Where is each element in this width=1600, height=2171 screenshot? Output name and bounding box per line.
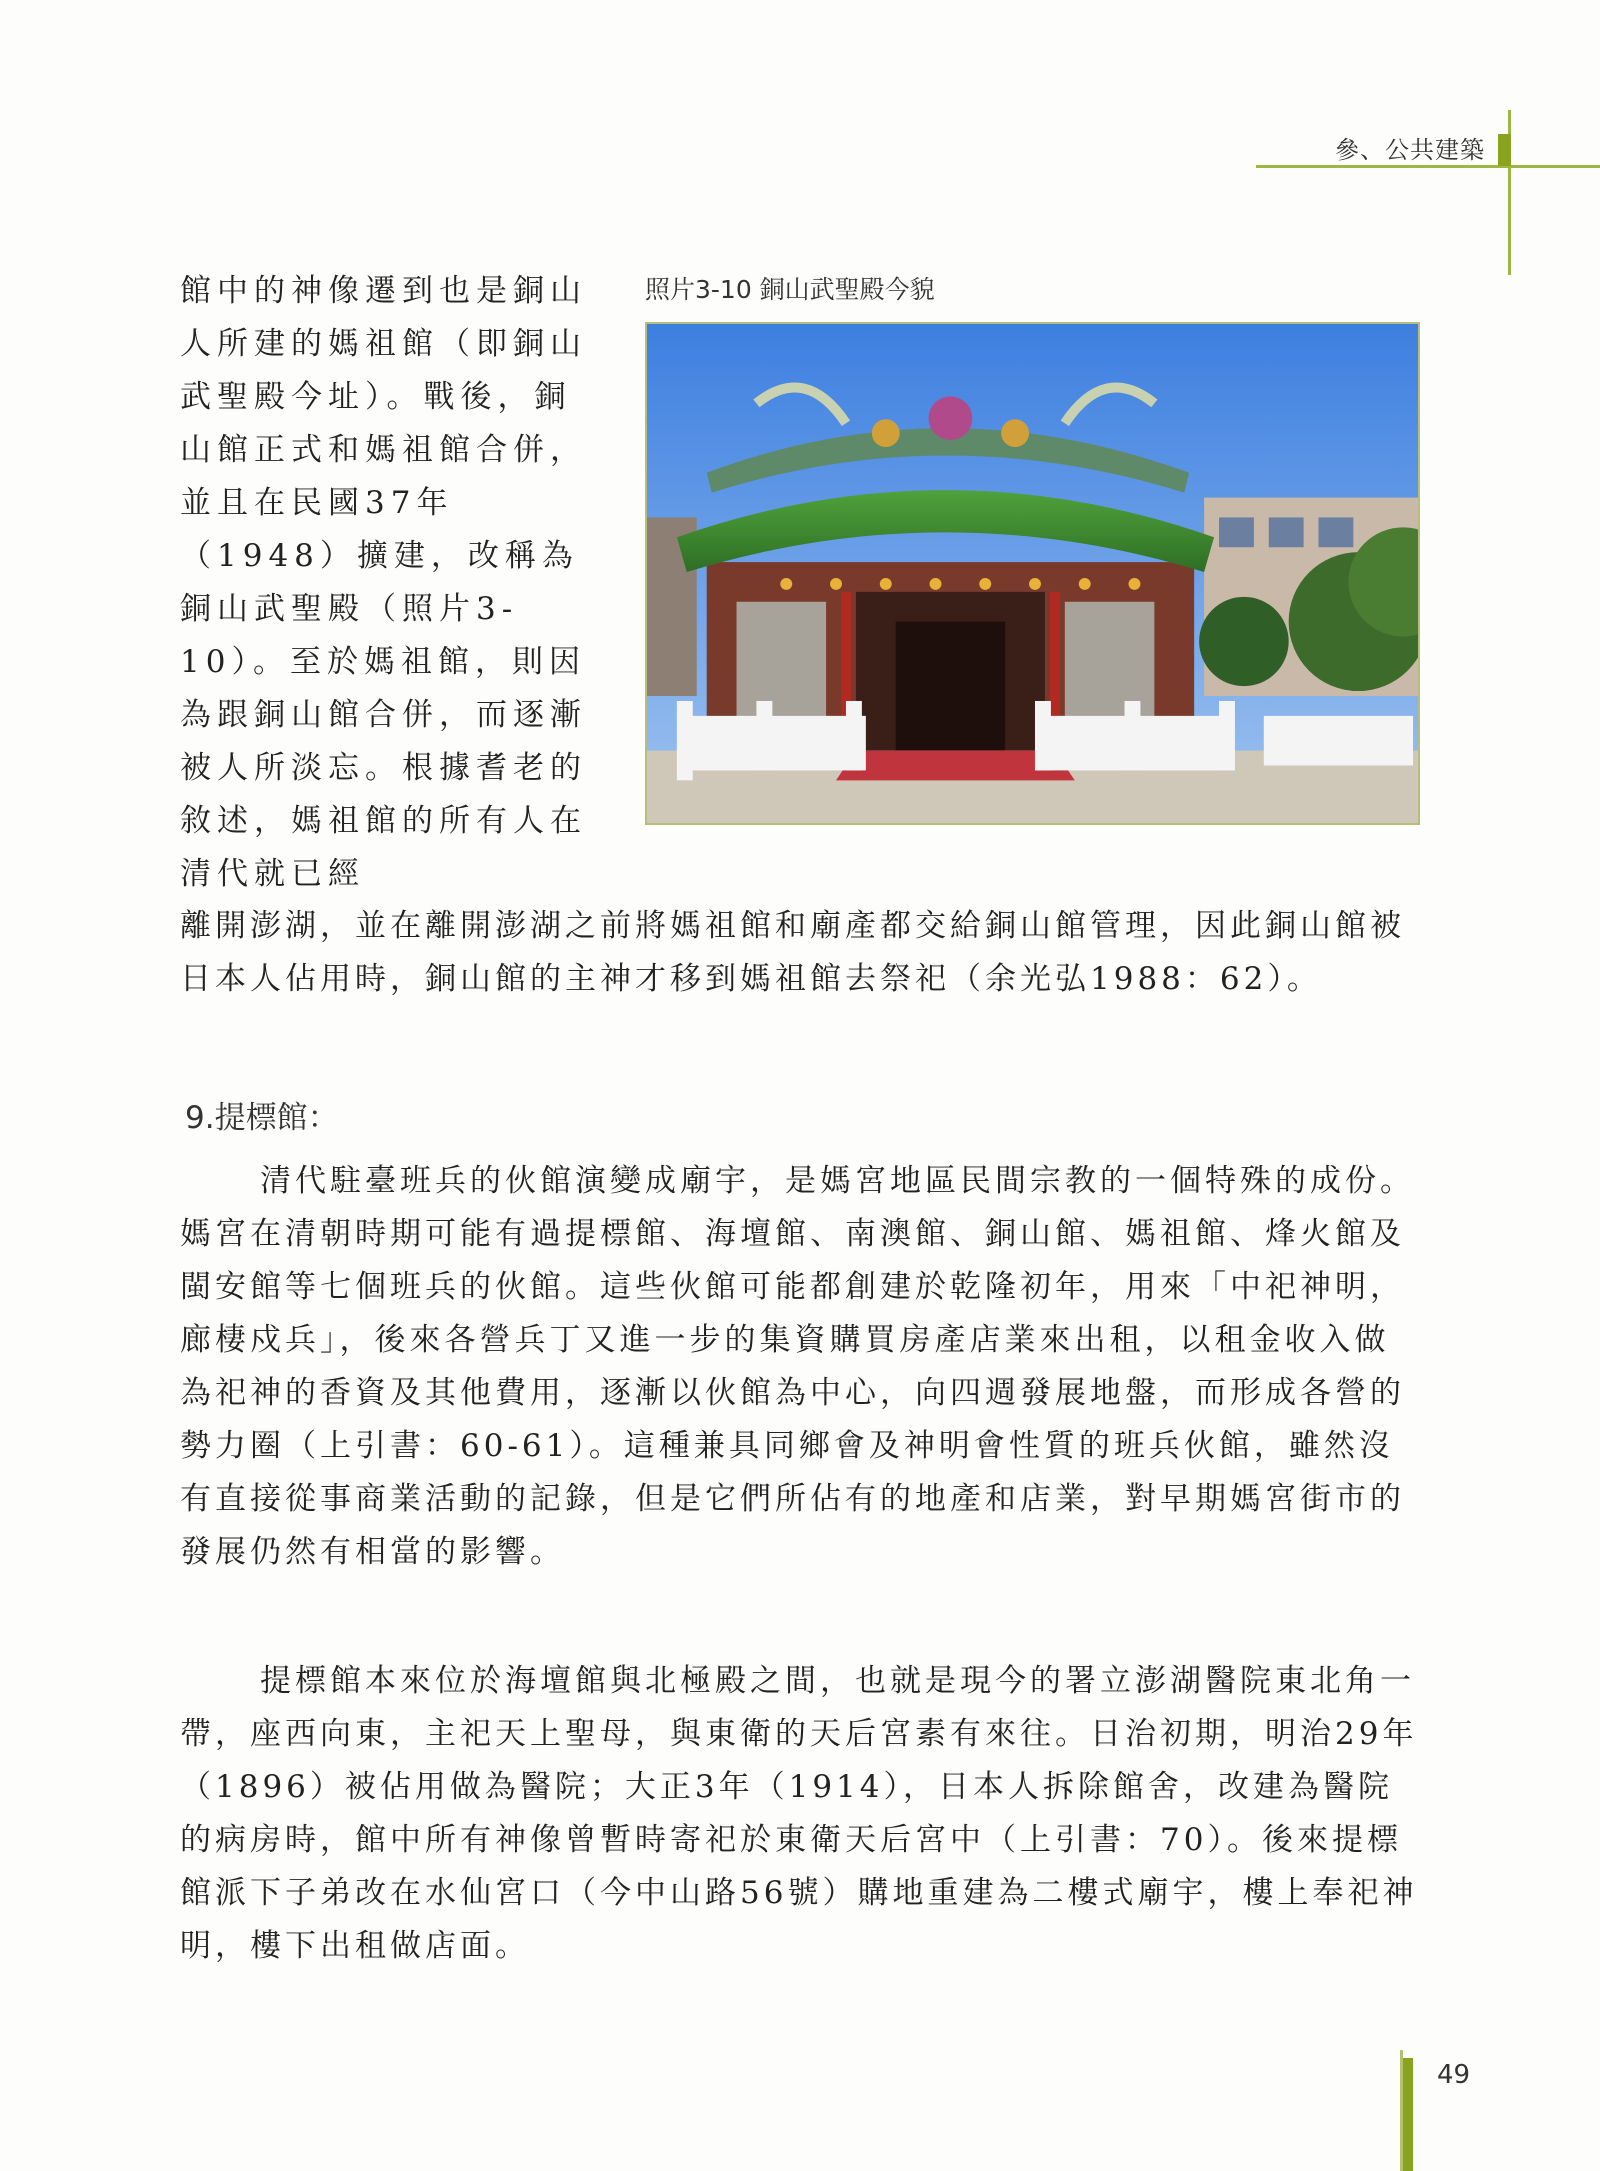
wrapped-text: 館中的神像遷到也是銅山人所建的媽祖館（即銅山武聖殿今址）。戰後，銅山館正式和媽祖館合併，並且在民國37年（1948）擴建，改稱為銅山武聖殿（照片3-10）。至於媽祖館，則因為跟銅山館合併，而逐漸被人所淡忘。根據耆老的敘述，媽祖館的所有人在清代就已經 xyxy=(180,273,587,892)
paragraph-2 xyxy=(180,1655,1420,1973)
header-rule-horizontal xyxy=(1256,165,1600,168)
chapter-title: 參、公共建築 xyxy=(1335,136,1485,164)
continuation-paragraph xyxy=(180,900,1420,1006)
temple-photo xyxy=(645,322,1420,825)
footer-accent-block xyxy=(1403,2058,1413,2171)
section-heading: 9.提標館： xyxy=(185,1100,339,1136)
paragraph-1-text: 清代駐臺班兵的伙館演變成廟宇，是媽宮地區民間宗教的一個特殊的成份。媽宮在清朝時期可能有過提標館、海壇館、南澳館、銅山館、媽祖館、烽火館及閩安館等七個班兵的伙館。這些伙館可能都創建於乾隆初年，用來「中祀神明，廊棲戍兵」，後來各營兵丁又進一步的集資購買房產店業來出租，以租金收入做為祀神的香資及其他費用，逐漸以伙館為中心，向四週發展地盤，而形成各營的勢力圈（上引書：60-61）。這種兼具同鄉會及神明會性質的班兵伙館，雖然沒有直接從事商業活動的記錄，但是它們所佔有的地產和店業，對早期媽宮街市的發展仍然有相當的影響。 xyxy=(180,1163,1415,1570)
photo-caption: 照片3-10 銅山武聖殿今貌 xyxy=(645,275,935,304)
paragraph-2-text: 提標館本來位於海壇館與北極殿之間，也就是現今的署立澎湖醫院東北角一帶，座西向東，主祀天上聖母，與東衛的天后宮素有來往。日治初期，明治29年（1896）被佔用做為醫院；大正3年（1914），日本人拆除館舍，改建為醫院的病房時，館中所有神像曾暫時寄祀於東衛天后宮中（上引書：70）。後來提標館派下子弟改在水仙宮口（今中山路56號）購地重建為二樓式廟宇，樓上奉祀神明，樓下出租做店面。 xyxy=(180,1663,1418,1964)
wrapped-paragraph xyxy=(180,265,590,901)
paragraph-1 xyxy=(180,1155,1420,1579)
header-accent-block xyxy=(1498,134,1511,166)
continuation-text: 離開澎湖，並在離開澎湖之前將媽祖館和廟產都交給銅山館管理，因此銅山館被日本人佔用時，銅山館的主神才移到媽祖館去祭祀（余光弘1988：62）。 xyxy=(180,908,1405,997)
page-number: 49 xyxy=(1437,2060,1471,2090)
temple-photo-illustration xyxy=(647,324,1418,823)
